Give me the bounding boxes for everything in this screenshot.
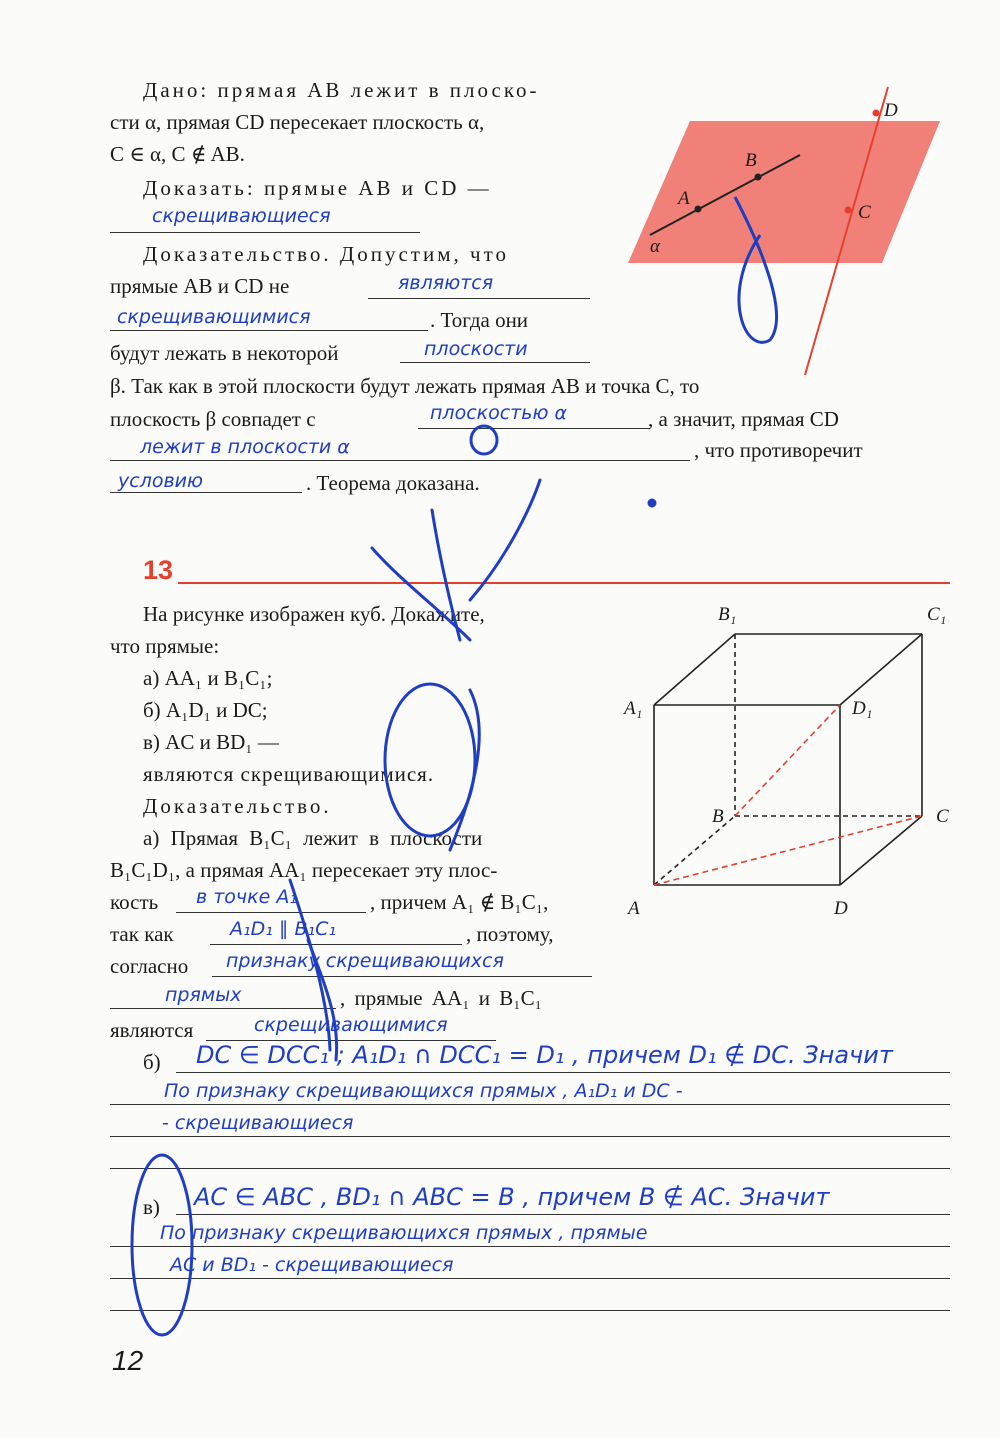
cube-label-a1: A₁ — [624, 698, 643, 719]
item-b: б) A₁D₁ и DC; — [143, 698, 268, 722]
proof-a-line-4a: так как — [110, 922, 174, 946]
handwritten-c3: AC и BD₁ - скрещивающиеся — [170, 1254, 454, 1276]
cube-label-d: D — [834, 898, 848, 919]
label-d: D — [884, 100, 898, 121]
handwritten-l8: условию — [118, 470, 203, 492]
handwritten-prove: скрещивающиеся — [152, 205, 331, 227]
item-a: а) AA₁ и B₁C₁; — [143, 666, 273, 690]
blank-line — [110, 1278, 950, 1279]
proof-a-line-3b: , причем A₁ ∉ B₁C₁, — [370, 890, 549, 914]
cube-label-c: C — [936, 806, 949, 827]
proof-line-1: Доказательство. Допустим, что — [143, 242, 509, 266]
handwritten-pa4: A₁D₁ ∥ B₁C₁ — [230, 918, 336, 940]
blank-line — [176, 1072, 950, 1073]
blank-line — [110, 1168, 950, 1169]
proof-a-line-4b: , поэтому, — [466, 922, 554, 946]
plane-alpha — [628, 121, 940, 263]
cube-label-b1: B₁ — [718, 604, 737, 625]
handwritten-l4: плоскости — [424, 338, 528, 360]
handwritten-l7: лежит в плоскости α — [140, 436, 350, 458]
given-line-3: C ∈ α, C ∉ AB. — [110, 142, 245, 166]
blank-line — [110, 1104, 950, 1105]
proof-line-6b: , а значит, прямая CD — [648, 407, 839, 431]
blank-line — [110, 330, 428, 331]
proof-line-6a: плоскость β совпадет с — [110, 407, 316, 431]
point-b — [755, 174, 762, 181]
handwritten-l2: являются — [398, 272, 494, 294]
proof-b-label: б) — [143, 1050, 161, 1074]
proof-a-line-2: B₁C₁D₁, а прямая AA₁ пересекает эту плос- — [110, 858, 498, 882]
proof-line-4: будут лежать в некоторой — [110, 341, 339, 365]
label-a: A — [678, 188, 690, 209]
problem-number-13: 13 — [143, 555, 174, 585]
task-line-1: На рисунке изображен куб. Докажите, — [143, 602, 485, 626]
proof-a-line-5a: согласно — [110, 954, 189, 978]
cube-label-b: B — [712, 806, 724, 827]
handwritten-b1: DC ∈ DCC₁ ; A₁D₁ ∩ DCC₁ = D₁ , причем D₁ ∉ DC. Значит — [196, 1041, 893, 1069]
proof-line-2: прямые AB и CD не — [110, 274, 290, 298]
handwritten-pa5: признаку скрещивающихся — [226, 950, 504, 972]
proof-line-7b: , что противоречит — [694, 438, 863, 462]
task-line-6: являются скрещивающимися. — [143, 762, 435, 786]
given-line-1: Дано: прямая AB лежит в плоско- — [143, 78, 540, 102]
point-c — [845, 207, 852, 214]
handwritten-l3: скрещивающимися — [117, 306, 311, 328]
blank-line — [212, 976, 592, 977]
handwritten-pa7: скрещивающимися — [254, 1014, 448, 1036]
handwritten-l6: плоскостью α — [430, 402, 568, 424]
proof-a-line-3a: кость — [110, 890, 159, 914]
handwritten-b3: - скрещивающиеся — [162, 1112, 354, 1134]
point-d — [873, 110, 880, 117]
blank-line — [110, 1310, 950, 1311]
blank-line — [418, 428, 650, 429]
handwritten-b2: По признаку скрещивающихся прямых , A₁D₁ и DC - — [164, 1080, 683, 1102]
label-c: C — [858, 202, 871, 223]
point-a — [695, 206, 702, 213]
plane-figure — [620, 85, 950, 385]
blank-line — [110, 1246, 950, 1247]
prove-line: Доказать: прямые AB и CD — — [143, 176, 492, 200]
proof-c-label: в) — [143, 1195, 160, 1219]
page-number: 12 — [112, 1345, 144, 1376]
proof-a-line-7a: являются — [110, 1018, 194, 1042]
blank-line — [210, 944, 462, 945]
label-b: B — [745, 150, 757, 171]
blank-line — [368, 298, 590, 299]
blank-line — [110, 1136, 950, 1137]
handwritten-pa6: прямых — [165, 984, 242, 1006]
blank-line — [110, 460, 690, 461]
proof-line-5: β. Так как в этой плоскости будут лежать прямая AB и точка C, то — [110, 374, 700, 398]
cube-figure — [640, 620, 950, 900]
item-c: в) AC и BD₁ — — [143, 730, 279, 754]
label-alpha: α — [650, 236, 660, 257]
cube-label-c1: C₁ — [927, 604, 947, 625]
handwritten-pa3: в точке A₁ — [196, 886, 297, 908]
blank-line — [110, 492, 302, 493]
section-divider — [178, 582, 950, 584]
blank-line — [110, 1008, 336, 1009]
proof-a-line-1: а) Прямая B₁C₁ лежит в плоскости — [143, 826, 483, 850]
cube-label-d1: D₁ — [852, 698, 873, 719]
blank-line — [110, 232, 420, 233]
proof-a-line-6b: , прямые AA₁ и B₁C₁ — [340, 986, 542, 1010]
blank-line — [400, 362, 590, 363]
given-line-2: сти α, прямая CD пересекает плоскость α, — [110, 110, 485, 134]
handwritten-c1: AC ∈ ABC , BD₁ ∩ ABC = B , причем B ∉ AC. Значит — [194, 1183, 830, 1211]
blank-line — [176, 1214, 950, 1215]
handwritten-c2: По признаку скрещивающихся прямых , прямые — [160, 1222, 648, 1244]
proof-title: Доказательство. — [143, 794, 332, 818]
proof-line-8b: . Теорема доказана. — [306, 471, 480, 495]
proof-line-3: . Тогда они — [430, 308, 529, 332]
task-line-2: что прямые: — [110, 634, 220, 658]
blank-line — [176, 912, 366, 913]
cube-label-a: A — [628, 898, 640, 919]
